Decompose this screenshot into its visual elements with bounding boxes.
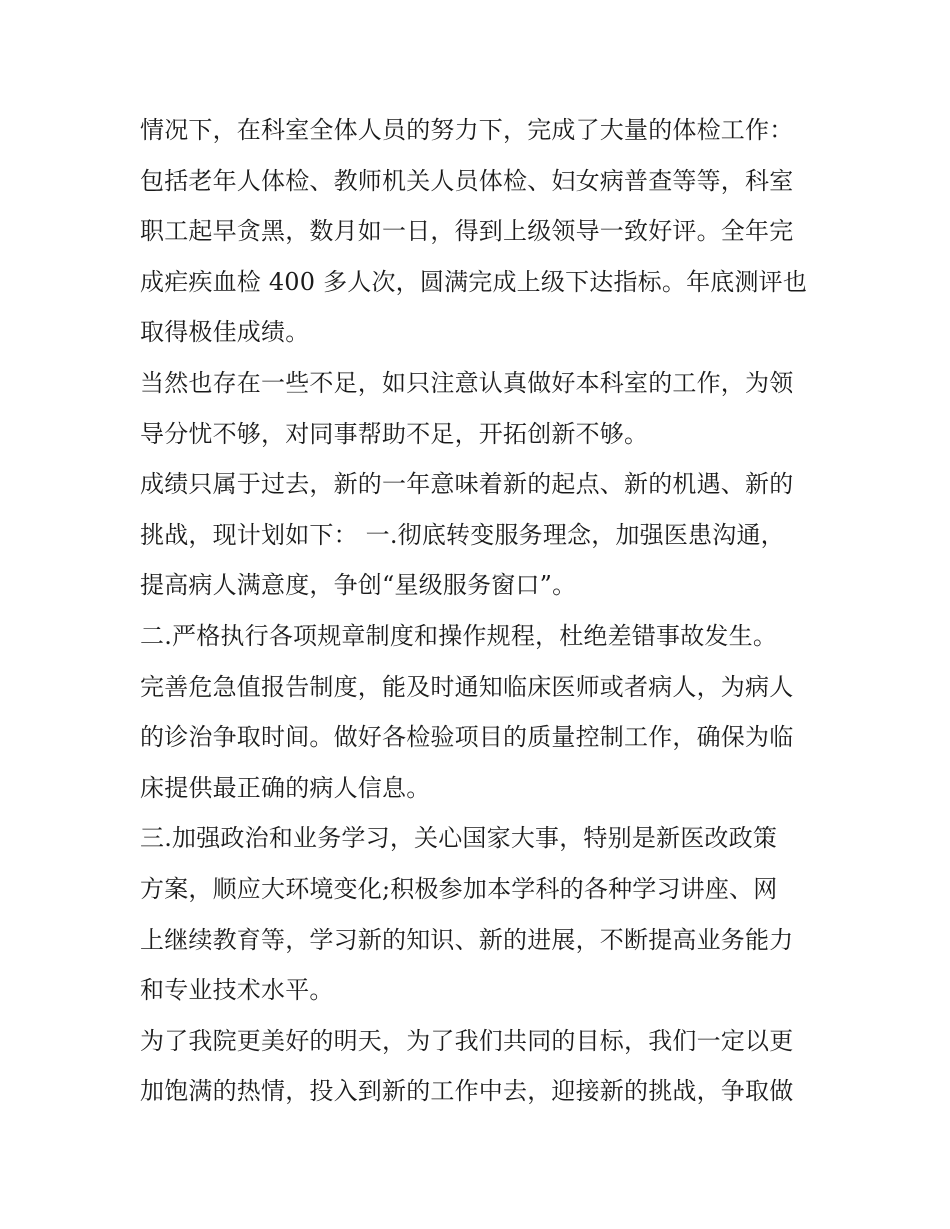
text-line-12: 完善危急值报告制度，能及时通知临床医师或者病人，为病人 bbox=[140, 672, 794, 701]
text-line-6: 当然也存在一些不足，如只注意认真做好本科室的工作，为领 bbox=[140, 368, 794, 397]
text-line-16: 方案，顺应大环境变化;积极参加本学科的各种学习讲座、网 bbox=[140, 874, 778, 903]
text-line-19: 为了我院更美好的明天，为了我们共同的目标，我们一定以更 bbox=[140, 1026, 794, 1055]
text-line-11: 二.严格执行各项规章制度和操作规程，杜绝差错事故发生。 bbox=[140, 621, 778, 650]
text-line-20: 加饱满的热情，投入到新的工作中去，迎接新的挑战，争取做 bbox=[140, 1077, 794, 1106]
text-line-13: 的诊治争取时间。做好各检验项目的质量控制工作，确保为临 bbox=[140, 723, 794, 752]
text-line-10: 提高病人满意度，争创“星级服务窗口”。 bbox=[140, 571, 577, 600]
text-line-1: 情况下，在科室全体人员的努力下，完成了大量的体检工作： bbox=[140, 116, 794, 144]
text-line-18: 和专业技术水平。 bbox=[140, 976, 334, 1005]
text-line-14: 床提供最正确的病人信息。 bbox=[140, 773, 431, 802]
text-line-4: 成疟疾血检 400 多人次，圆满完成上级下达指标。年底测评也 bbox=[140, 267, 808, 296]
text-line-8: 成绩只属于过去，新的一年意味着新的起点、新的机遇、新的 bbox=[140, 470, 794, 499]
text-line-15: 三.加强政治和业务学习，关心国家大事，特别是新医改政策 bbox=[140, 824, 778, 853]
document-body bbox=[140, 105, 820, 1117]
text-line-17: 上继续教育等，学习新的知识、新的进展，不断提高业务能力 bbox=[140, 925, 794, 954]
text-line-7: 导分忧不够，对同事帮助不足，开拓创新不够。 bbox=[140, 419, 649, 448]
text-line-9: 挑战，现计划如下： 一.彻底转变服务理念，加强医患沟通， bbox=[140, 520, 785, 549]
text-line-3: 职工起早贪黑，数月如一日，得到上级领导一致好评。全年完 bbox=[140, 217, 794, 246]
text-line-5: 取得极佳成绩。 bbox=[140, 318, 310, 347]
text-line-2: 包括老年人体检、教师机关人员体检、妇女病普查等等，科室 bbox=[140, 166, 794, 195]
